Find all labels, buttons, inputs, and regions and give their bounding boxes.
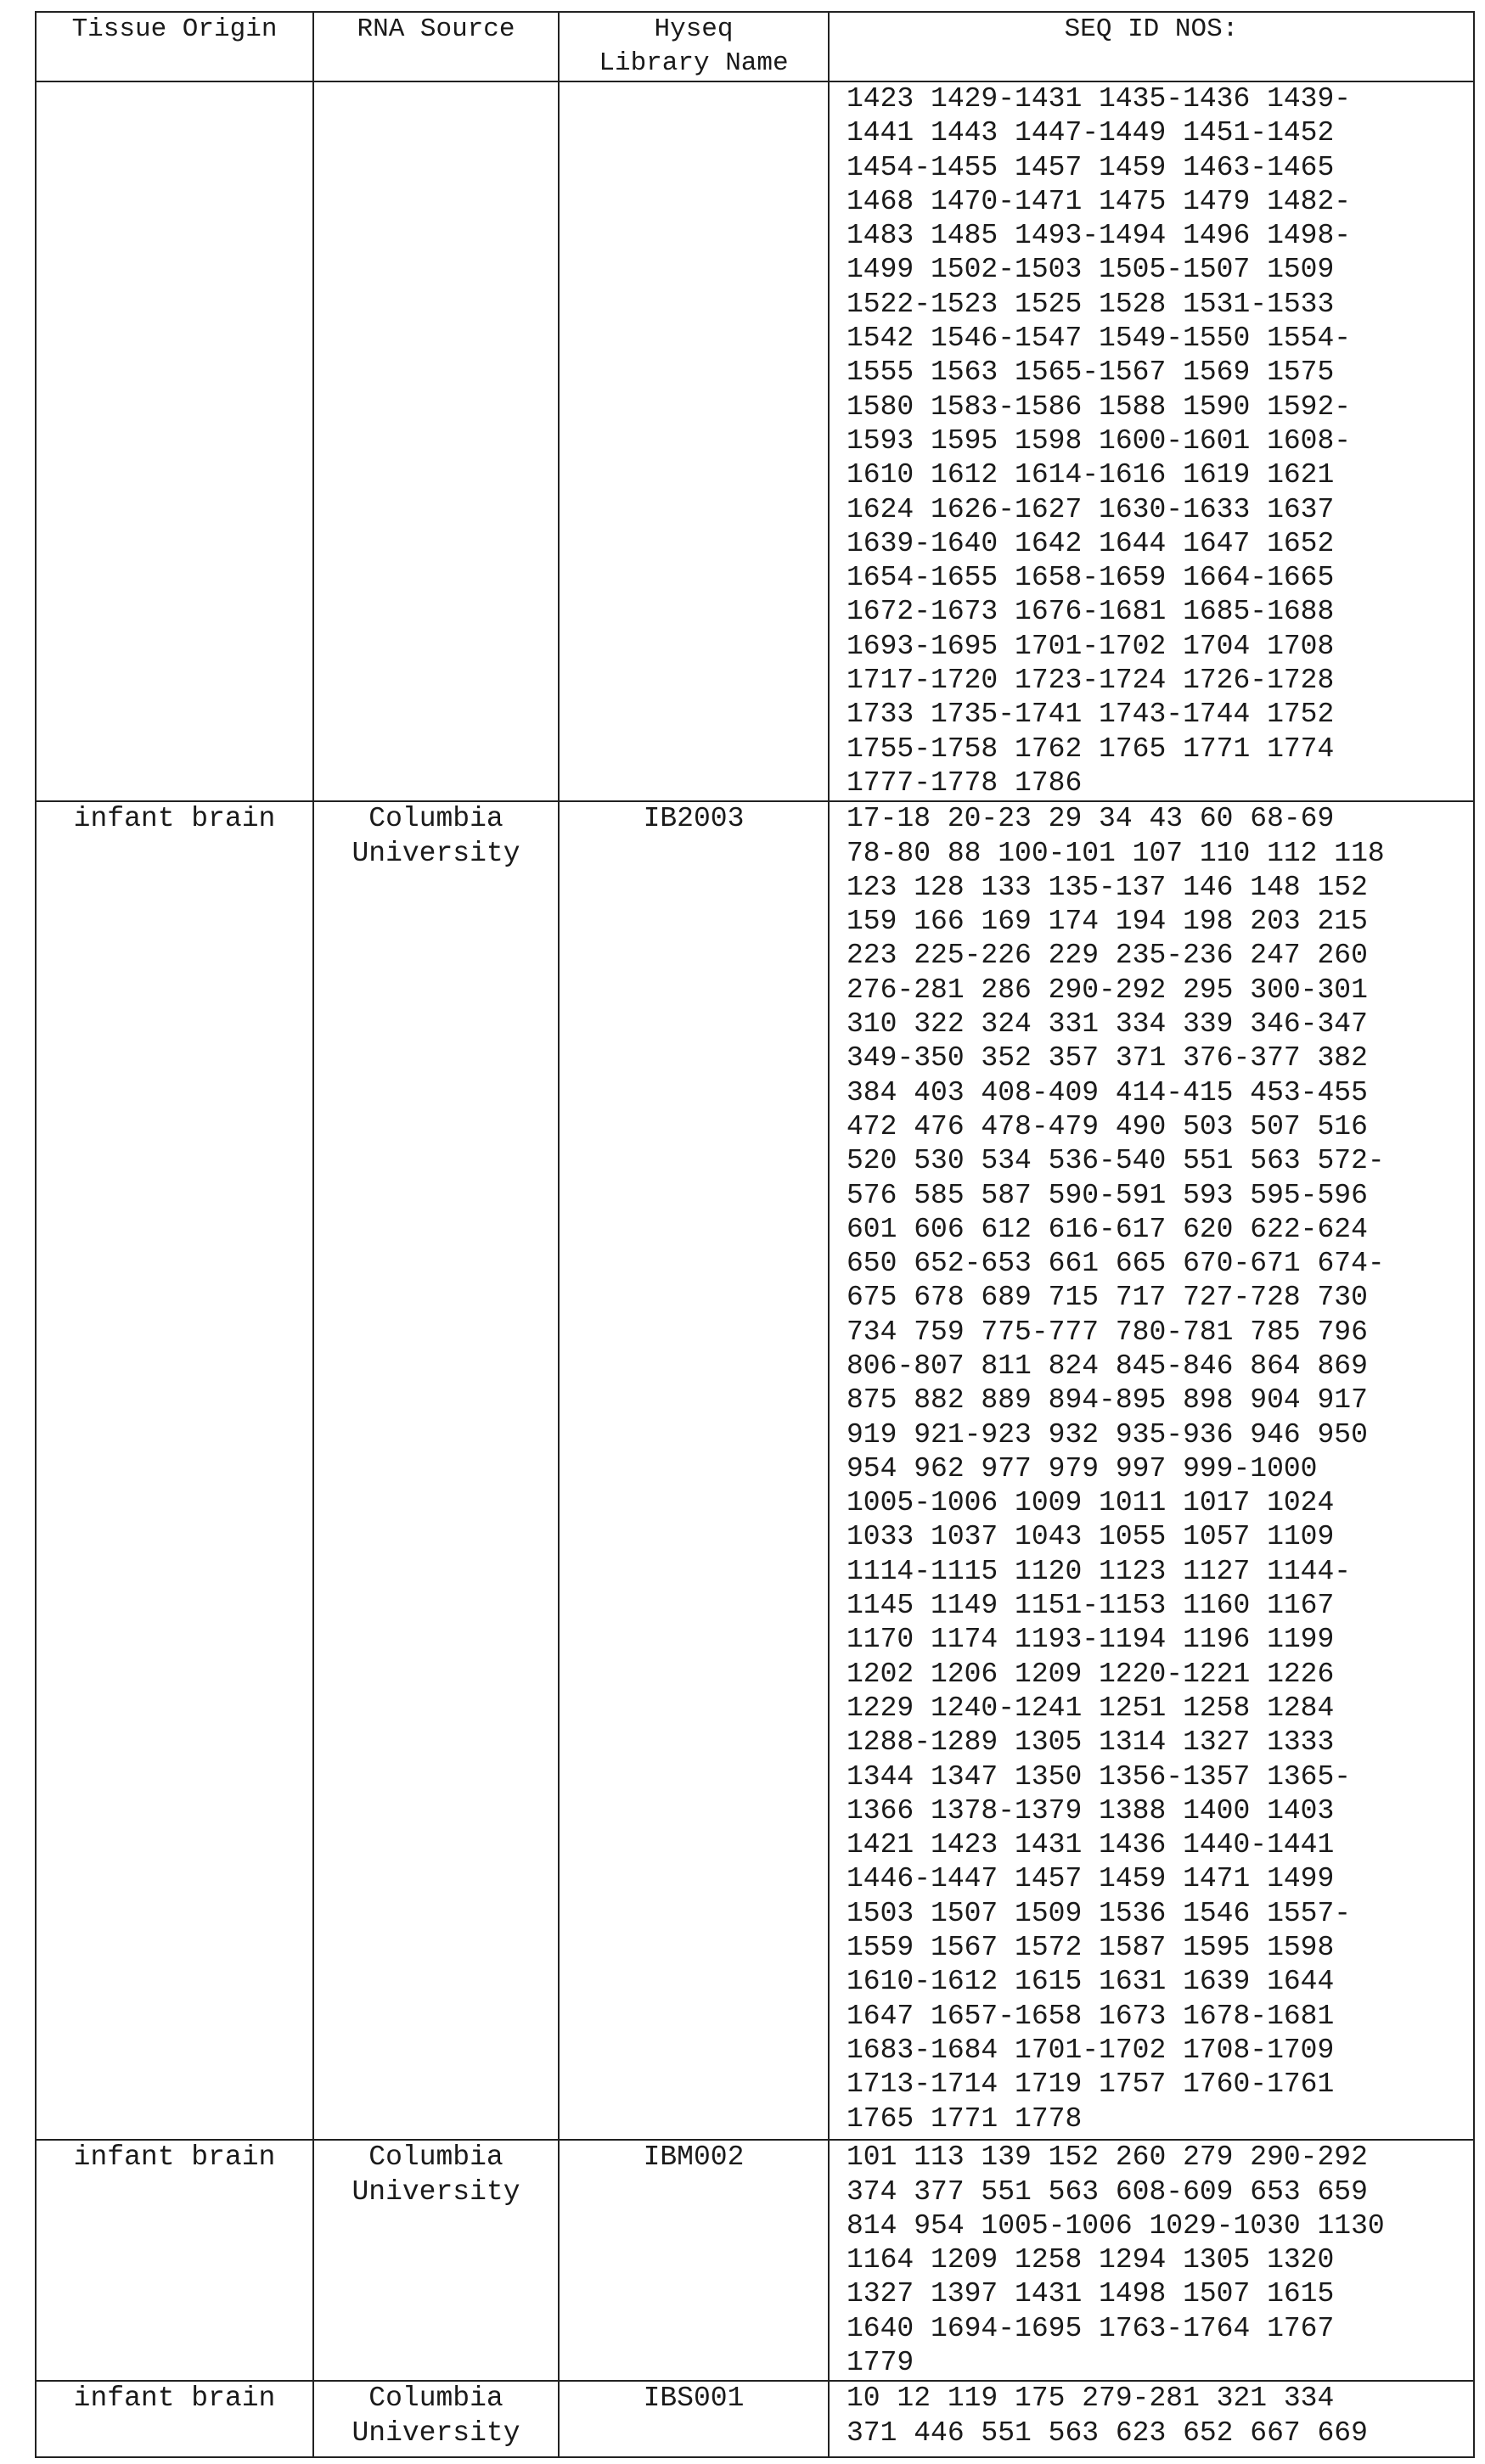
seq-id-line: 384 403 408-409 414-415 453-455 (847, 1076, 1368, 1109)
seq-id-line: 1593 1595 1598 1600-1601 1608- (847, 424, 1352, 457)
seq-id-line: 1170 1174 1193-1194 1196 1199 (847, 1624, 1335, 1656)
seq-id-line: 1441 1443 1447-1449 1451-1452 (847, 117, 1335, 149)
seq-id-line: 1639-1640 1642 1644 1647 1652 (847, 527, 1335, 559)
seq-id-line: 1654-1655 1658-1659 1664-1665 (847, 562, 1335, 594)
seq-id-line: 1468 1470-1471 1475 1479 1482- (847, 185, 1352, 217)
seq-id-line: 1580 1583-1586 1588 1590 1592- (847, 390, 1352, 423)
seq-id-line: 276-281 286 290-292 295 300-301 (847, 974, 1368, 1006)
seq-id-line: 1503 1507 1509 1536 1546 1557- (847, 1897, 1352, 1929)
rna-source-cell (313, 81, 559, 801)
rna-source-line1: Columbia (368, 2141, 503, 2174)
header-library-name-line2: Library Name (599, 48, 789, 78)
seq-id-line: 1683-1684 1701-1702 1708-1709 (847, 2034, 1335, 2066)
seq-id-line: 123 128 133 135-137 146 148 152 (847, 871, 1368, 903)
seq-id-line: 1423 1429-1431 1435-1436 1439- (847, 83, 1352, 115)
seq-id-line: 1344 1347 1350 1356-1357 1365- (847, 1760, 1352, 1793)
tissue-origin-cell (36, 81, 313, 801)
seq-id-line: 1559 1567 1572 1587 1595 1598 (847, 1932, 1335, 1964)
seq-id-cell (829, 2381, 1474, 2457)
seq-id-line: 1145 1149 1151-1153 1160 1167 (847, 1590, 1335, 1622)
header-library-name (559, 12, 829, 81)
rna-source-line2: University (352, 2175, 520, 2208)
seq-id-line: 1499 1502-1503 1505-1507 1509 (847, 254, 1335, 286)
seq-id-line: 1033 1037 1043 1055 1057 1109 (847, 1521, 1335, 1553)
seq-id-line: 1693-1695 1701-1702 1704 1708 (847, 630, 1335, 662)
seq-id-line: 1483 1485 1493-1494 1496 1498- (847, 220, 1352, 252)
seq-id-line: 1733 1735-1741 1743-1744 1752 (847, 699, 1335, 731)
table-row (36, 81, 1474, 801)
seq-id-line: 1610-1612 1615 1631 1639 1644 (847, 1966, 1335, 1998)
seq-id-line: 954 962 977 979 997 999-1000 (847, 1452, 1318, 1485)
seq-id-line: 1202 1206 1209 1220-1221 1226 (847, 1658, 1335, 1690)
seq-id-line: 1366 1378-1379 1388 1400 1403 (847, 1794, 1335, 1827)
seq-id-line: 1610 1612 1614-1616 1619 1621 (847, 459, 1335, 491)
seq-id-line: 1717-1720 1723-1724 1726-1728 (847, 665, 1335, 697)
seq-id-line: 17-18 20-23 29 34 43 60 68-69 (847, 803, 1335, 835)
seq-id-cell (829, 801, 1474, 2140)
seq-id-line: 1288-1289 1305 1314 1327 1333 (847, 1726, 1335, 1759)
seq-id-line: 576 585 587 590-591 593 595-596 (847, 1179, 1368, 1211)
header-rna-source: RNA Source (313, 12, 559, 81)
tissue-origin-cell: infant brain (36, 801, 313, 2140)
rna-source-line2: University (352, 2416, 520, 2449)
library-name-cell: IBM002 (559, 2140, 829, 2381)
rna-source-line2: University (352, 837, 520, 869)
seq-id-line: 650 652-653 661 665 670-671 674- (847, 1248, 1385, 1280)
rna-source-line1: Columbia (368, 2383, 503, 2415)
seq-id-line: 520 530 534 536-540 551 563 572- (847, 1145, 1385, 1177)
seq-id-line: 10 12 119 175 279-281 321 334 (847, 2383, 1335, 2415)
seq-id-line: 675 678 689 715 717 727-728 730 (847, 1282, 1368, 1314)
seq-id-line: 101 113 139 152 260 279 290-292 (847, 2141, 1368, 2174)
seq-id-line: 1229 1240-1241 1251 1258 1284 (847, 1692, 1335, 1724)
seq-id-line: 734 759 775-777 780-781 785 796 (847, 1316, 1368, 1348)
seq-id-line: 159 166 169 174 194 198 203 215 (847, 906, 1368, 938)
seq-id-line: 1555 1563 1565-1567 1569 1575 (847, 356, 1335, 389)
seq-id-line: 1713-1714 1719 1757 1760-1761 (847, 2068, 1335, 2101)
seq-id-cell (829, 2140, 1474, 2381)
seq-id-line: 1765 1771 1778 (847, 2102, 1083, 2135)
tissue-origin-cell: infant brain (36, 2381, 313, 2457)
seq-id-line: 310 322 324 331 334 339 346-347 (847, 1008, 1368, 1041)
seq-id-line: 1647 1657-1658 1673 1678-1681 (847, 2000, 1335, 2032)
header-seq-id-nos: SEQ ID NOS: (829, 12, 1474, 81)
seq-id-line: 814 954 1005-1006 1029-1030 1130 (847, 2209, 1385, 2242)
seq-id-line: 1640 1694-1695 1763-1764 1767 (847, 2312, 1335, 2344)
seq-id-line: 1327 1397 1431 1498 1507 1615 (847, 2278, 1335, 2310)
seq-id-line: 919 921-923 932 935-936 946 950 (847, 1418, 1368, 1451)
seq-id-line: 806-807 811 824 845-846 864 869 (847, 1350, 1368, 1382)
seq-id-line: 1164 1209 1258 1294 1305 1320 (847, 2244, 1335, 2276)
header-row (36, 12, 1474, 81)
seq-id-line: 371 446 551 563 623 652 667 669 (847, 2416, 1368, 2449)
seq-id-line: 374 377 551 563 608-609 653 659 (847, 2175, 1368, 2208)
seq-id-line: 1005-1006 1009 1011 1017 1024 (847, 1487, 1335, 1519)
seq-id-line: 601 606 612 616-617 620 622-624 (847, 1213, 1368, 1245)
seq-id-line: 1421 1423 1431 1436 1440-1441 (847, 1829, 1335, 1861)
seq-id-line: 78-80 88 100-101 107 110 112 118 (847, 837, 1385, 869)
rna-source-line1: Columbia (368, 803, 503, 835)
seq-id-line: 1779 (847, 2347, 914, 2379)
seq-id-line: 1522-1523 1525 1528 1531-1533 (847, 288, 1335, 320)
table-row (36, 801, 1474, 2140)
tissue-origin-cell: infant brain (36, 2140, 313, 2381)
seq-id-line: 1777-1778 1786 (847, 766, 1083, 799)
seq-id-cell (829, 81, 1474, 801)
rna-source-cell (313, 2381, 559, 2457)
seq-id-line: 1446-1447 1457 1459 1471 1499 (847, 1863, 1335, 1895)
seq-id-line: 1755-1758 1762 1765 1771 1774 (847, 732, 1335, 765)
seq-id-line: 472 476 478-479 490 503 507 516 (847, 1110, 1368, 1142)
library-name-cell: IBS001 (559, 2381, 829, 2457)
table-row (36, 2140, 1474, 2381)
seq-id-line: 223 225-226 229 235-236 247 260 (847, 940, 1368, 972)
library-name-cell: IB2003 (559, 801, 829, 2140)
library-name-cell (559, 81, 829, 801)
seq-id-line: 1672-1673 1676-1681 1685-1688 (847, 596, 1335, 628)
seq-id-table (35, 11, 1475, 2458)
seq-id-line: 349-350 352 357 371 376-377 382 (847, 1042, 1368, 1075)
seq-id-line: 1624 1626-1627 1630-1633 1637 (847, 493, 1335, 525)
seq-id-line: 1114-1115 1120 1123 1127 1144- (847, 1555, 1352, 1587)
header-tissue-origin: Tissue Origin (36, 12, 313, 81)
seq-id-line: 875 882 889 894-895 898 904 917 (847, 1384, 1368, 1417)
seq-id-line: 1454-1455 1457 1459 1463-1465 (847, 151, 1335, 183)
rna-source-cell (313, 801, 559, 2140)
table-row (36, 2381, 1474, 2457)
rna-source-cell (313, 2140, 559, 2381)
seq-id-line: 1542 1546-1547 1549-1550 1554- (847, 323, 1352, 355)
header-library-name-line1: Hyseq (654, 14, 734, 44)
